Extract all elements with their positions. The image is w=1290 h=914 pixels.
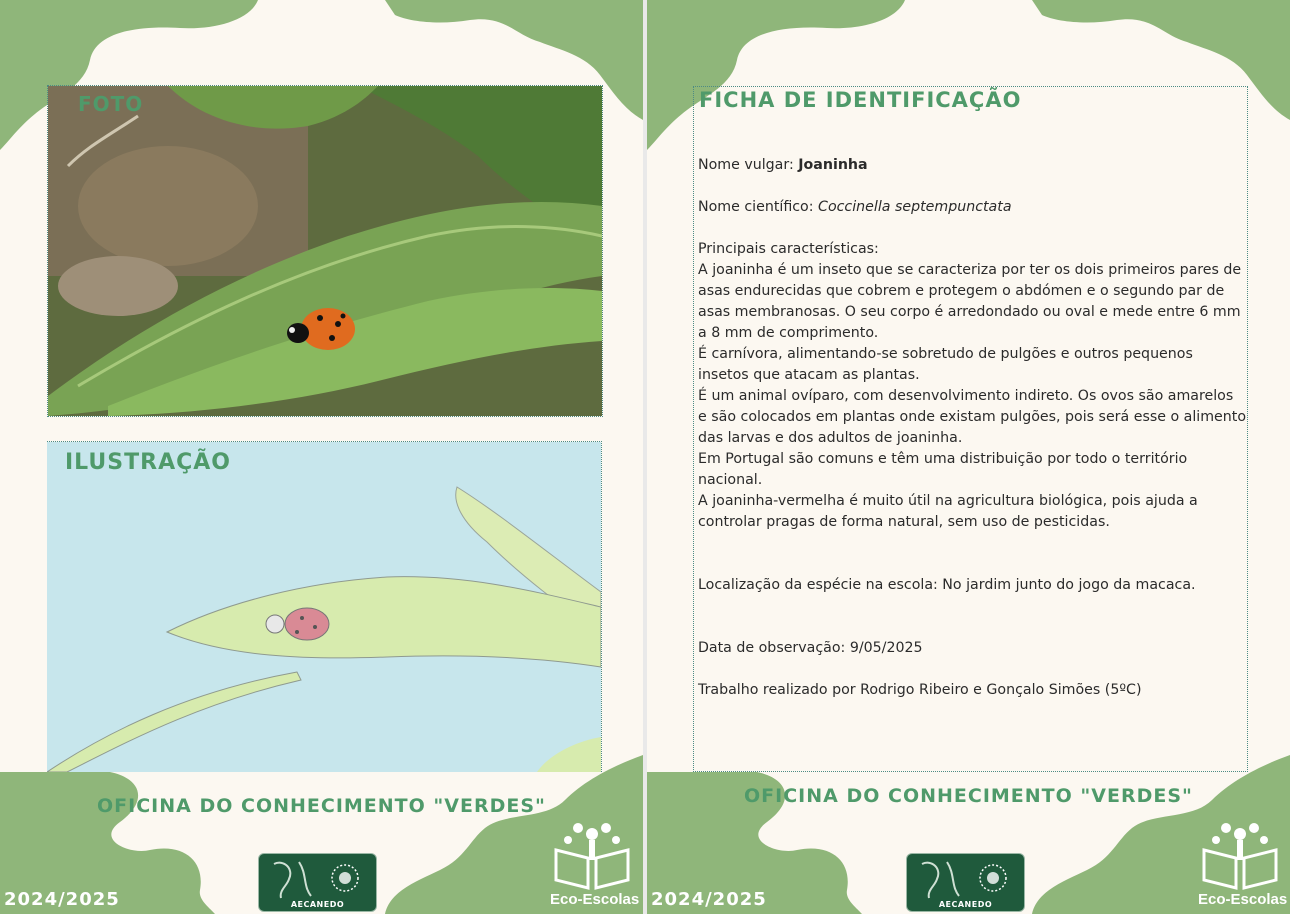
- illustration-frame: [47, 441, 602, 772]
- workshop-title-right: OFICINA DO CONHECIMENTO "VERDES": [744, 785, 1193, 807]
- authors-line: Trabalho realizado por Rodrigo Ribeiro e Gonçalo Simões (5ºC): [698, 682, 1142, 698]
- workshop-title: OFICINA DO CONHECIMENTO "VERDES": [97, 795, 546, 817]
- illustration-heading: ILUSTRAÇÃO: [65, 450, 231, 475]
- location-line: Localização da espécie na escola: No jardim junto do jogo da macaca.: [698, 577, 1196, 593]
- card-heading: FICHA DE IDENTIFICAÇÃO: [699, 88, 1022, 112]
- characteristics-label: Principais características:: [698, 241, 879, 257]
- school-year: 2024/2025: [4, 889, 120, 910]
- aecanedo-logo-text: AECANEDO: [290, 900, 345, 909]
- ladybug-illustration: [47, 442, 601, 772]
- characteristics-paragraph: É um animal ovíparo, com desenvolvimento indireto. Os ovos são amarelos e são colocados em plantas onde existam pulgões, pois será esse o alimento das larvas e dos adultos de joaninha.: [698, 388, 1247, 446]
- eco-escolas-text: Eco-Escolas: [550, 891, 640, 908]
- common-name-value: Joaninha: [798, 157, 868, 173]
- characteristics-paragraph: A joaninha-vermelha é muito útil na agricultura biológica, pois ajuda a controlar pragas de forma natural, sem uso de pesticidas.: [698, 493, 1198, 530]
- photo-heading: FOTO: [78, 92, 144, 116]
- date-line: Data de observação: 9/05/2025: [698, 640, 923, 656]
- common-name-line: [698, 155, 1246, 176]
- right-page: [647, 0, 1290, 914]
- aecanedo-logo: [258, 853, 377, 912]
- characteristics-paragraph: Em Portugal são comuns e têm uma distribuição por todo o território nacional.: [698, 451, 1188, 488]
- scientific-name-line: [698, 197, 1246, 218]
- photo-frame: [47, 85, 603, 417]
- aecanedo-logo-text-right: AECANEDO: [938, 900, 993, 909]
- eco-escolas-logo-right: [1198, 814, 1288, 912]
- school-year-right: 2024/2025: [651, 889, 767, 910]
- scientific-name-label: Nome científico:: [698, 199, 819, 215]
- eco-escolas-text-right: Eco-Escolas: [1198, 891, 1288, 908]
- left-page: [0, 0, 643, 914]
- characteristics-paragraph: É carnívora, alimentando-se sobretudo de pulgões e outros pequenos insetos que atacam as plantas.: [698, 346, 1193, 383]
- aecanedo-logo-right: [906, 853, 1025, 912]
- characteristics-paragraph: A joaninha é um inseto que se caracteriza por ter os dois primeiros pares de asas endurecidas que cobrem e protegem o abdómen e o segundo par de asas membranosas. O seu corpo é arredondado ou oval e mede entre 6 mm a 8 mm de comprimento.: [698, 262, 1242, 341]
- eco-escolas-logo: [550, 814, 640, 912]
- scientific-name-value: Coccinella septempunctata: [818, 199, 1012, 215]
- ladybug-photo: [48, 86, 602, 416]
- common-name-label: Nome vulgar:: [698, 157, 799, 173]
- card-body: [698, 155, 1246, 701]
